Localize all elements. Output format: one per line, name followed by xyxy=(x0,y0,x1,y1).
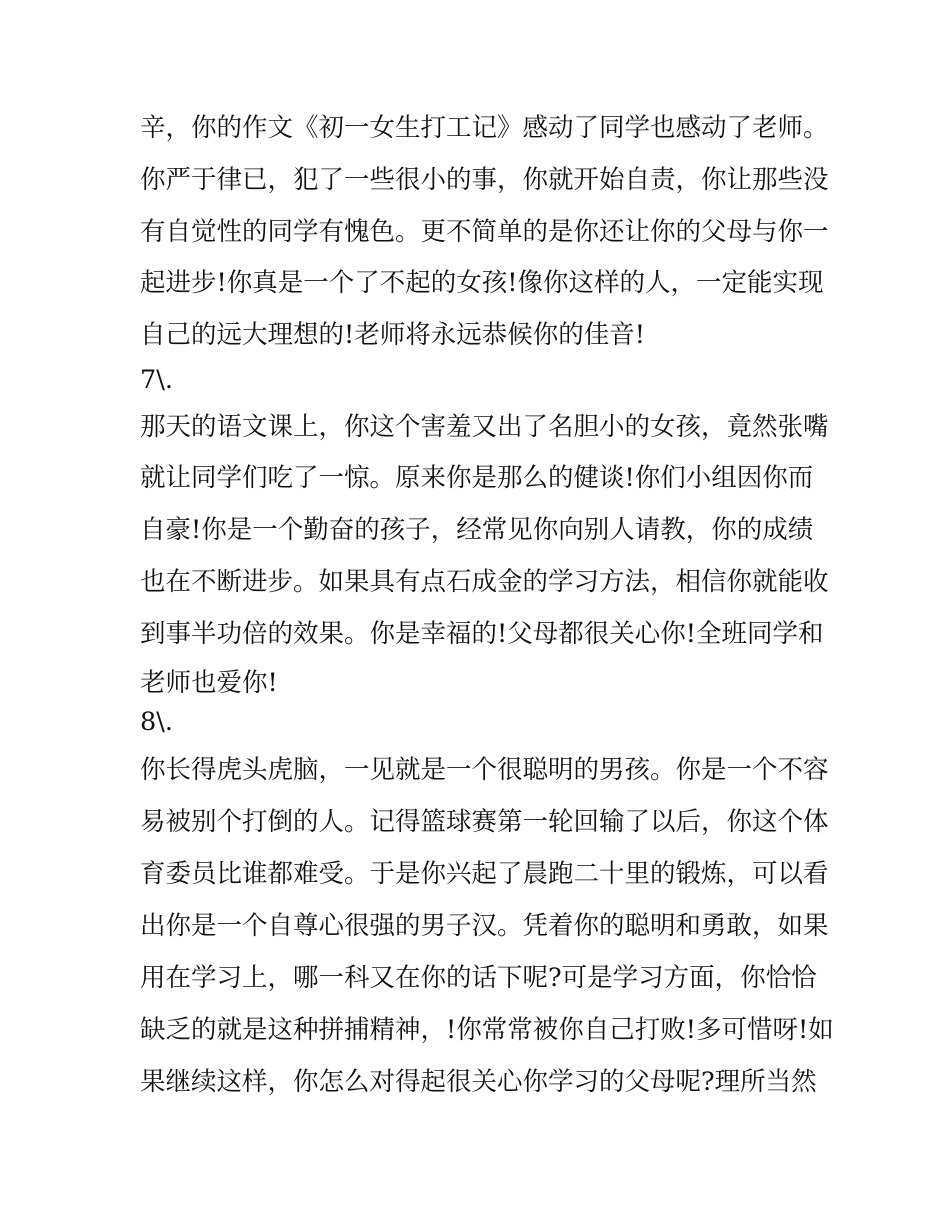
text-line: 自豪!你是一个勤奋的孩子，经常见你向别人请教，你的成绩 xyxy=(140,515,814,545)
text-line: 用在学习上，哪一科又在你的话下呢?可是学习方面，你恰恰 xyxy=(140,963,817,993)
text-line: 你严于律已，犯了一些很小的事，你就开始自责，你让那些没 xyxy=(140,165,829,195)
text-line: 就让同学们吃了一惊。原来你是那么的健谈!你们小组因你而 xyxy=(140,463,814,493)
text-line: 那天的语文课上，你这个害羞又出了名胆小的女孩，竟然张嘴 xyxy=(140,412,829,442)
text-line: 你长得虎头虎脑，一见就是一个很聪明的男孩。你是一个不容 xyxy=(140,755,829,785)
text-line: 自己的远大理想的!老师将永远恭候你的佳音! xyxy=(140,320,645,350)
text-line: 有自觉性的同学有愧色。更不简单的是你还让你的父母与你一 xyxy=(140,217,829,247)
text-line: 果继续这样，你怎么对得起很关心你学习的父母呢?理所当然 xyxy=(140,1067,817,1097)
text-line: 老师也爱你! xyxy=(140,668,278,698)
section-number: 7\. xyxy=(140,365,173,395)
text-line: 出你是一个自尊心很强的男子汉。凭着你的聪明和勇敢，如果 xyxy=(140,911,829,941)
text-line: 辛，你的作文《初一女生打工记》感动了同学也感动了老师。 xyxy=(140,113,829,143)
text-line: 也在不断进步。如果具有点石成金的学习方法，相信你就能收 xyxy=(140,567,829,597)
section-number: 8\. xyxy=(140,707,173,737)
text-line: 易被别个打倒的人。记得篮球赛第一轮回输了以后，你这个体 xyxy=(140,807,829,837)
text-line: 起进步!你真是一个了不起的女孩!像你这样的人，一定能实现 xyxy=(140,268,824,298)
text-line: 缺乏的就是这种拼捕精神，!你常常被你自己打败!多可惜呀!如 xyxy=(140,1015,834,1045)
text-line: 育委员比谁都难受。于是你兴起了晨跑二十里的锻炼，可以看 xyxy=(140,859,829,889)
text-line: 到事半功倍的效果。你是幸福的!父母都很关心你!全班同学和 xyxy=(140,619,824,649)
